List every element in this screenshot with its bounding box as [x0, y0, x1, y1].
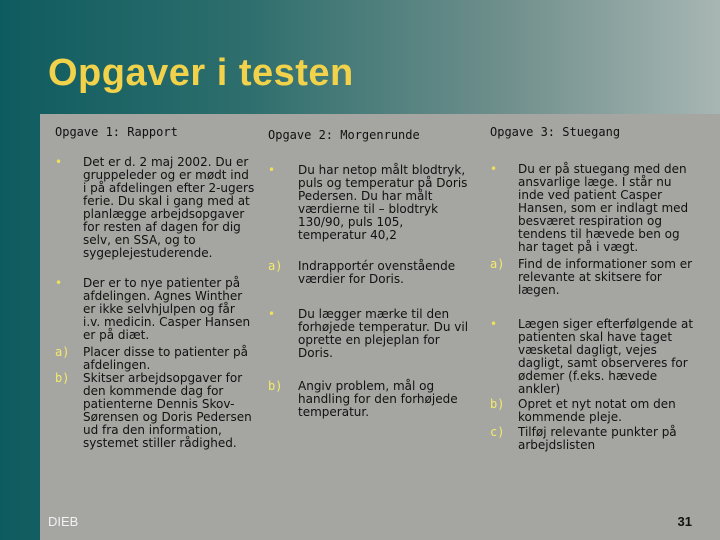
item-text: Find de informationer som er relevante at skitsere for lægen. [518, 257, 693, 297]
column-3-item-5 [490, 426, 695, 452]
item-text: Lægen siger efterfølgende at patienten skal have taget væsketal dagligt, vejes dagligt, samt observeres for ødemer (f.eks. hævede ankler) [518, 317, 694, 396]
item-text: Angiv problem, mål og handling for den forhøjede temperatur. [298, 379, 458, 419]
column-2-heading: Opgave 2: Morgenrunde [268, 128, 420, 142]
bullet-marker: • [268, 163, 276, 177]
column-1-item-4 [55, 372, 255, 450]
bullet-marker: • [268, 307, 276, 321]
column-2-item-1 [268, 164, 473, 260]
column-1-item-3 [55, 346, 255, 372]
bullet-marker: • [55, 276, 63, 290]
letter-marker: b) [268, 379, 283, 393]
column-2-item-3 [268, 308, 473, 380]
bullet-marker: • [490, 317, 498, 331]
item-text: Placer disse to patienter på afdelingen. [83, 345, 248, 372]
item-text: Det er d. 2 maj 2002. Du er gruppeleder og er mødt ind i på afdelingen efter 2-ugers ferie. Du skal i gang med at planlægge arbejdsopgaver for resten af dagen for dig selv, en SSA, og to sygeplejestuderende. [83, 155, 255, 260]
letter-marker: a) [490, 257, 505, 271]
column-1-item-2 [55, 277, 255, 346]
item-text: Tilføj relevante punkter på arbejdslisten [518, 425, 677, 452]
item-text: Indrapportér ovenstående værdier for Doris. [298, 259, 456, 286]
column-2-item-2 [268, 260, 473, 308]
column-1-item-1 [55, 156, 255, 277]
letter-marker: b) [55, 371, 70, 385]
column-3-item-2 [490, 258, 695, 318]
column-1-heading: Opgave 1: Rapport [55, 125, 178, 139]
bullet-marker: • [55, 155, 63, 169]
item-text: Opret et nyt notat om den kommende pleje. [518, 397, 676, 424]
item-text: Du har netop målt blodtryk, puls og temperatur på Doris Pedersen. Du har målt værdierne til – blodtryk 130/90, puls 105, temperatur 40,2 [298, 163, 468, 242]
footer-label: DIEB [48, 514, 79, 529]
item-text: Der er to nye patienter på afdelingen. Agnes Winther er ikke selvhjulpen og får i.v. medicin. Casper Hansen er på diæt. [83, 276, 251, 342]
item-text: Du er på stuegang med den ansvarlige læge. I står nu inde ved patient Casper Hansen, som er indlagt med besværet respiration og tendens til hævede ben og har taget på i vægt. [518, 162, 689, 254]
letter-marker: c) [490, 425, 505, 439]
slide-title: Opgaver i testen [48, 52, 354, 94]
column-3-item-1 [490, 163, 695, 258]
column-3-heading: Opgave 3: Stuegang [490, 125, 621, 139]
column-2 [268, 164, 473, 419]
bullet-marker: • [490, 162, 498, 176]
letter-marker: a) [55, 345, 70, 359]
column-3 [490, 163, 695, 452]
item-text: Du lægger mærke til den forhøjede temperatur. Du vil oprette en plejeplan for Doris. [298, 307, 469, 360]
letter-marker: b) [490, 397, 505, 411]
column-2-item-4 [268, 380, 473, 419]
item-text: Skitser arbejdsopgaver for den kommende dag for patienterne Dennis Skov-Sørensen og Doris Pedersen ud fra den information, systemet stiller rådighed. [83, 371, 252, 450]
column-3-item-3 [490, 318, 695, 398]
column-3-item-4 [490, 398, 695, 426]
letter-marker: a) [268, 259, 283, 273]
page-number: 31 [677, 514, 692, 529]
column-1 [55, 156, 255, 450]
